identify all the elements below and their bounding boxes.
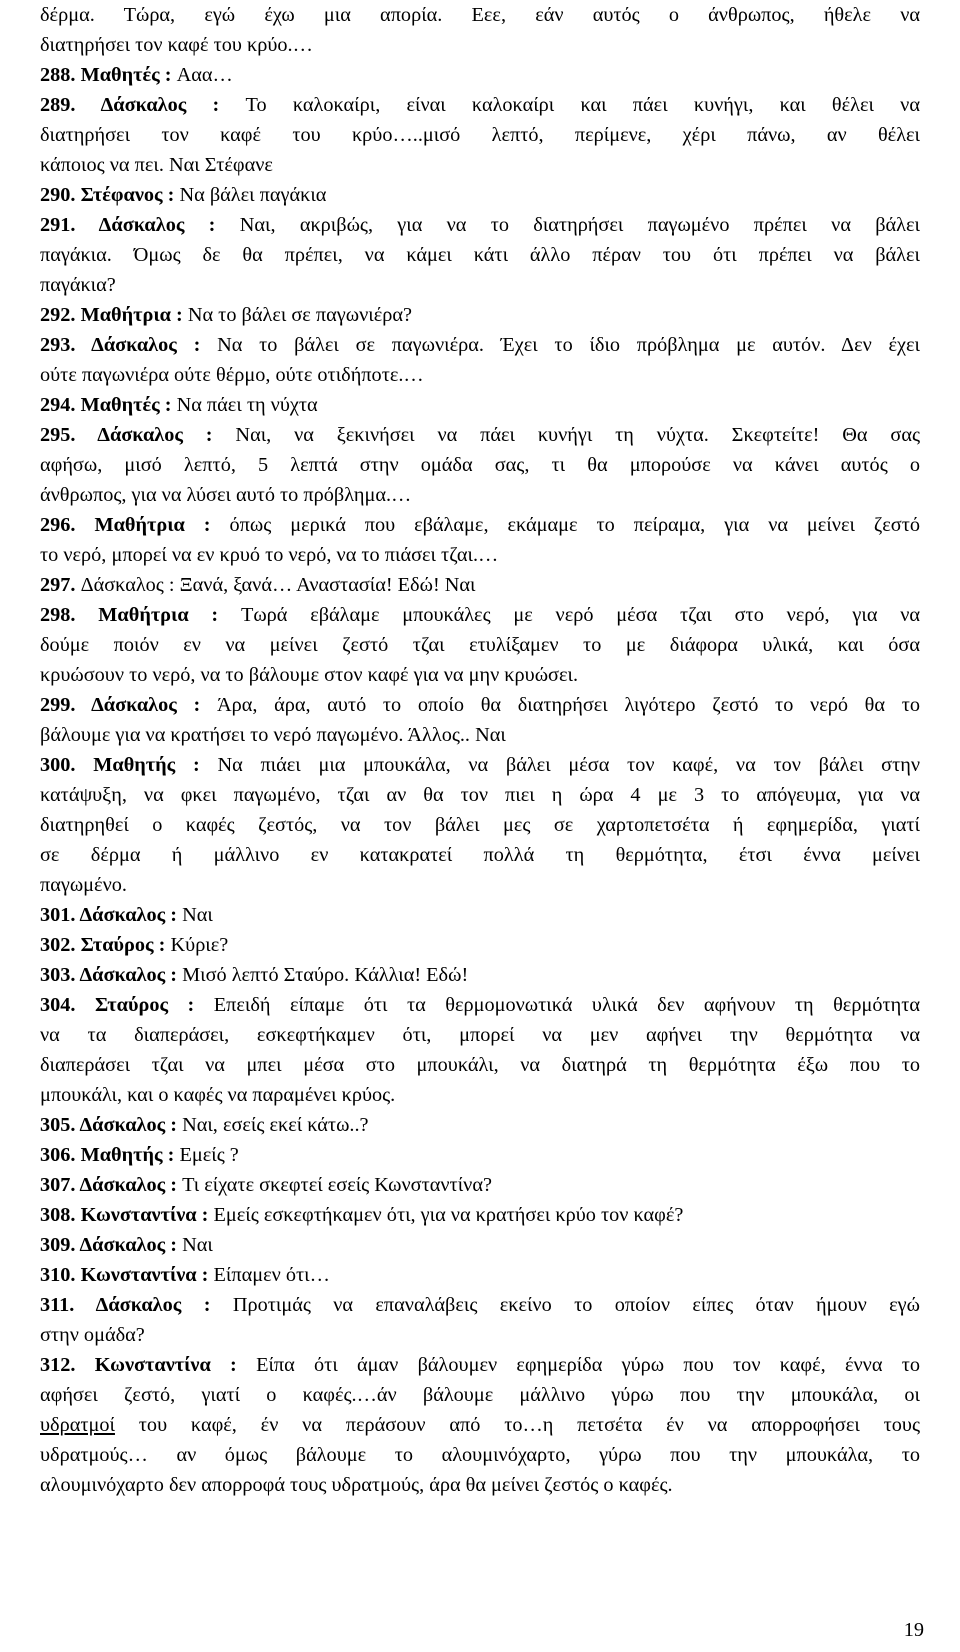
entry-number: 305. bbox=[40, 1114, 80, 1136]
utterance-text: Να βάλει παγάκια bbox=[179, 184, 327, 206]
utterance-text: Το καλοκαίρι, είναι καλοκαίρι και πάει κυνήγι, και θέλει να bbox=[245, 94, 920, 116]
utterance-text: παγωμένο. bbox=[40, 874, 127, 896]
utterance-text: Να το βάλει σε παγωνιέρα? bbox=[187, 304, 412, 326]
utterance-text: κρυώσουν το νερό, να το βάλουμε στον καφέ για να μην κρυώσει. bbox=[40, 664, 579, 686]
entry-number: 297. bbox=[40, 574, 81, 596]
speaker-name: Σταύρος : bbox=[94, 994, 214, 1016]
speaker-name: Δάσκαλος : bbox=[95, 1294, 233, 1316]
utterance-text: Είπα ότι άμαν βάλουμεν εφημερίδα γύρω που τον καφέ, έννα το bbox=[256, 1354, 920, 1376]
speaker-name: Δάσκαλος : bbox=[91, 334, 218, 356]
entry-first-line bbox=[40, 1110, 369, 1140]
utterance-text: παγάκια. Όμως δε θα πρέπει, να κάμει κάτι άλλο πέραν του ότι πρέπει να βάλει bbox=[40, 244, 920, 266]
entry-continuation-line bbox=[40, 630, 920, 660]
utterance-text: ούτε παγωνιέρα ούτε θέρμο, ούτε οτιδήποτε.… bbox=[40, 364, 424, 386]
entry-number: 301. bbox=[40, 904, 80, 926]
entry-first-line bbox=[40, 1290, 920, 1320]
speaker-name: Μαθητές : bbox=[80, 394, 177, 416]
entry-number: 291. bbox=[40, 214, 99, 236]
entry-first-line bbox=[40, 390, 318, 420]
utterance-text: Εμείς ? bbox=[179, 1144, 239, 1166]
utterance-text: μπουκάλι, και ο καφές να παραμένει κρύος. bbox=[40, 1084, 396, 1106]
speaker-name: Δάσκαλος : bbox=[79, 1174, 183, 1196]
utterance-text: υδρατμούς… αν όμως βάλουμε το αλουμινόχαρτο, γύρω που την μπουκάλα, το bbox=[40, 1444, 920, 1466]
entry-number: 299. bbox=[40, 694, 92, 716]
entry-continuation-line bbox=[40, 360, 424, 390]
speaker-name: Κωνσταντίνα : bbox=[94, 1354, 257, 1376]
utterance-text: διατηρήσει τον καφέ του κρύο…..μισό λεπτό, περίμενε, χέρι πάνω, αν θέλει bbox=[40, 124, 920, 146]
entry-number: 307. bbox=[40, 1174, 80, 1196]
utterance-text: Μισό λεπτό Σταύρο. Κάλλια! Εδώ! bbox=[182, 964, 469, 986]
entry-continuation-line bbox=[40, 1050, 920, 1080]
entry-first-line bbox=[40, 1140, 239, 1170]
entry-number: 302. bbox=[40, 934, 81, 956]
entry-first-line bbox=[40, 1260, 330, 1290]
entry-first-line bbox=[40, 60, 233, 90]
entry-continuation-line bbox=[40, 270, 116, 300]
utterance-text: άνθρωπος, για να λύσει αυτό το πρόβλημα.… bbox=[40, 484, 412, 506]
utterance-text: Ναι bbox=[182, 1234, 213, 1256]
utterance-text: υδρατμοί του καφέ, έν να περάσουν από το…η πετσέτα έν να απορροφήσει τους bbox=[40, 1414, 920, 1436]
entry-first-line bbox=[40, 990, 920, 1020]
utterance-text: Προτιμάς να επαναλάβεις εκείνο το οποίον είπες όταν ήμουν εγώ bbox=[232, 1294, 920, 1316]
entry-number: 308. bbox=[40, 1204, 81, 1226]
speaker-name: Μαθήτρια : bbox=[94, 514, 230, 536]
utterance-text: Ναι, ακριβώς, για να το διατηρήσει παγωμένο πρέπει να βάλει bbox=[239, 214, 920, 236]
utterance-text: αφήσει ζεστό, γιατί ο καφές.…άν βάλουμε μάλλινο γύρω που την μπουκάλα, οι bbox=[40, 1384, 920, 1406]
speaker-name: Δάσκαλος : bbox=[97, 424, 236, 446]
utterance-text: Ναι bbox=[182, 904, 213, 926]
entry-continuation-line bbox=[40, 120, 920, 150]
speaker-name: Δάσκαλος : bbox=[91, 694, 217, 716]
entry-continuation-line bbox=[40, 660, 578, 690]
speaker-name: Σταύρος : bbox=[80, 934, 171, 956]
utterance-text: Ναι, να ξεκινήσει να πάει κυνήγι τη νύχτα. Σκεφτείτε! Θα σας bbox=[235, 424, 920, 446]
entry-continuation-line bbox=[40, 720, 506, 750]
page-number: 19 bbox=[903, 1619, 924, 1641]
utterance-text: Άρα, άρα, αυτό το οποίο θα διατηρήσει λιγότερο ζεστό το νερό θα το bbox=[216, 694, 920, 716]
utterance-text: να τα διαπεράσει, εσκεφτήκαμεν ότι, μπορεί να μεν αφήνει την θερμότητα να bbox=[40, 1024, 920, 1046]
entry-first-line bbox=[40, 1170, 492, 1200]
entry-number: 306. bbox=[40, 1144, 81, 1166]
entry-number: 311. bbox=[40, 1294, 96, 1316]
entry-number: 290. bbox=[40, 184, 81, 206]
entry-number: 292. bbox=[40, 304, 81, 326]
speaker-name: Μαθητής : bbox=[80, 1144, 180, 1166]
speaker-name: Δάσκαλος : bbox=[98, 214, 240, 236]
entry-continuation-line bbox=[40, 1320, 145, 1350]
utterance-text: δέρμα. Τώρα, εγώ έχω μια απορία. Εεε, εάν αυτός ο άνθρωπος, ήθελε να bbox=[40, 4, 920, 26]
speaker-name: Μαθητής : bbox=[93, 754, 218, 776]
entry-continuation-line bbox=[40, 1440, 920, 1470]
entry-number: 296. bbox=[40, 514, 95, 536]
utterance-text: Τι είχατε σκεφτεί εσείς Κωνσταντίνα? bbox=[182, 1174, 492, 1196]
entry-number: 294. bbox=[40, 394, 81, 416]
utterance-text: Aαα… bbox=[176, 64, 233, 86]
entry-continuation-line bbox=[40, 480, 411, 510]
entry-continuation-line bbox=[40, 450, 920, 480]
entry-continuation-line bbox=[40, 870, 127, 900]
utterance-text: Να το βάλει σε παγωνιέρα. Έχει το ίδιο πρόβλημα με αυτόν. Δεν έχει bbox=[217, 334, 920, 356]
entry-first-line bbox=[40, 330, 920, 360]
speaker-name: Δάσκαλος : bbox=[80, 574, 180, 596]
utterance-text: αλουμινόχαρτο δεν απορροφά τους υδρατμούς, άρα θα μείνει ζεστός ο καφές. bbox=[40, 1474, 673, 1496]
entry-continuation-line bbox=[40, 810, 920, 840]
utterance-text: Επειδή είπαμε ότι τα θερμομονωτικά υλικά δεν αφήνουν τη θερμότητα bbox=[213, 994, 920, 1016]
speaker-name: Δάσκαλος : bbox=[100, 94, 246, 116]
utterance-text: όπως μερικά που εβάλαμε, εκάμαμε το πείραμα, για να μείνει ζεστό bbox=[229, 514, 921, 536]
entry-number: 288. bbox=[40, 64, 81, 86]
utterance-text: το νερό, μπορεί να εν κρυό το νερό, να το πιάσει τζαι.… bbox=[40, 544, 499, 566]
entry-number: 298. bbox=[40, 604, 99, 626]
utterance-text: Να πιάει μια μπουκάλα, να βάλει μέσα τον καφέ, να τον βάλει στην bbox=[217, 754, 920, 776]
entry-number: 289. bbox=[40, 94, 101, 116]
entry-first-line bbox=[40, 1200, 683, 1230]
entry-first-line bbox=[40, 570, 476, 600]
utterance-text: παγάκια? bbox=[40, 274, 116, 296]
speaker-name: Δάσκαλος : bbox=[79, 964, 183, 986]
entry-first-line bbox=[40, 900, 213, 930]
utterance-text: Ναι, εσείς εκεί κάτω..? bbox=[182, 1114, 369, 1136]
speaker-name: Στέφανος : bbox=[80, 184, 180, 206]
speaker-name: Δάσκαλος : bbox=[79, 1114, 183, 1136]
entry-number: 309. bbox=[40, 1234, 80, 1256]
utterance-text: διατηρήσει τον καφέ του κρύο.… bbox=[40, 34, 313, 56]
utterance-text: διατηρηθεί ο καφές ζεστός, να τον βάλει μες σε χαρτοπετσέτα ή εφημερίδα, γιατί bbox=[40, 814, 920, 836]
utterance-text: στην ομάδα? bbox=[40, 1324, 145, 1346]
utterance-text: Τωρά εβάλαμε μπουκάλες με νερό μέσα τζαι στο νερό, για να bbox=[240, 604, 921, 626]
utterance-text: δούμε ποιόν εν να μείνει ζεστό τζαι ετυλίξαμεν το με διάφορα υλικά, και όσα bbox=[40, 634, 920, 656]
speaker-name: Μαθητές : bbox=[80, 64, 177, 86]
utterance-text: Εμείς εσκεφτήκαμεν ότι, για να κρατήσει κρύο τον καφέ? bbox=[213, 1204, 684, 1226]
continuation-line bbox=[40, 30, 313, 60]
entry-first-line bbox=[40, 930, 228, 960]
entry-first-line bbox=[40, 1350, 920, 1380]
entry-first-line bbox=[40, 960, 468, 990]
utterance-text: Είπαμεν ότι… bbox=[213, 1264, 330, 1286]
entry-number: 304. bbox=[40, 994, 95, 1016]
entry-number: 295. bbox=[40, 424, 98, 446]
entry-first-line bbox=[40, 750, 920, 780]
entry-continuation-line bbox=[40, 1080, 395, 1110]
entry-continuation-line bbox=[40, 780, 920, 810]
entry-first-line bbox=[40, 180, 326, 210]
utterance-text: Κύριε? bbox=[170, 934, 229, 956]
utterance-text: βάλουμε για να κρατήσει το νερό παγωμένο. Άλλος.. Ναι bbox=[40, 724, 506, 746]
entry-number: 312. bbox=[40, 1354, 95, 1376]
entry-continuation-line bbox=[40, 540, 498, 570]
utterance-text: Να πάει τη νύχτα bbox=[176, 394, 318, 416]
entry-continuation-line bbox=[40, 150, 273, 180]
speaker-name: Κωνσταντίνα : bbox=[80, 1204, 214, 1226]
entry-first-line bbox=[40, 210, 920, 240]
entry-first-line bbox=[40, 1230, 213, 1260]
entry-continuation-line bbox=[40, 1470, 673, 1500]
entry-first-line bbox=[40, 90, 920, 120]
utterance-text: σε δέρμα ή μάλλινο εν κατακρατεί πολλά τη θερμότητα, έτσι έννα μείνει bbox=[40, 844, 920, 866]
entry-first-line bbox=[40, 300, 412, 330]
utterance-text: κατάψυξη, να φκει παγωμένο, τζαι αν θα τον πιει η ώρα 4 με 3 το απόγευμα, για να bbox=[40, 784, 920, 806]
speaker-name: Κωνσταντίνα : bbox=[80, 1264, 214, 1286]
entry-continuation-line bbox=[40, 1380, 920, 1410]
entry-continuation-line bbox=[40, 1020, 920, 1050]
entry-continuation-line bbox=[40, 1410, 920, 1440]
entry-first-line bbox=[40, 510, 920, 540]
entry-continuation-line bbox=[40, 840, 920, 870]
speaker-name: Δάσκαλος : bbox=[79, 904, 183, 926]
entry-first-line bbox=[40, 420, 920, 450]
speaker-name: Μαθήτρια : bbox=[80, 304, 188, 326]
speaker-name: Δάσκαλος : bbox=[79, 1234, 183, 1256]
utterance-text: Ξανά, ξανά… Αναστασία! Εδώ! Ναι bbox=[179, 574, 476, 596]
utterance-text: διαπεράσει τζαι να μπει μέσα στο μπουκάλι, να διατηρά τη θερμότητα έξω που το bbox=[40, 1054, 920, 1076]
entry-number: 293. bbox=[40, 334, 92, 356]
entry-number: 300. bbox=[40, 754, 94, 776]
continuation-line bbox=[40, 0, 920, 30]
speaker-name: Μαθήτρια : bbox=[98, 604, 241, 626]
entry-number: 310. bbox=[40, 1264, 81, 1286]
entry-first-line bbox=[40, 690, 920, 720]
utterance-text: κάποιος να πει. Ναι Στέφανε bbox=[40, 154, 273, 176]
entry-first-line bbox=[40, 600, 920, 630]
utterance-text: αφήσω, μισό λεπτό, 5 λεπτά στην ομάδα σας, τι θα μπορούσε να κάνει αυτός ο bbox=[40, 454, 920, 476]
entry-number: 303. bbox=[40, 964, 80, 986]
entry-continuation-line bbox=[40, 240, 920, 270]
